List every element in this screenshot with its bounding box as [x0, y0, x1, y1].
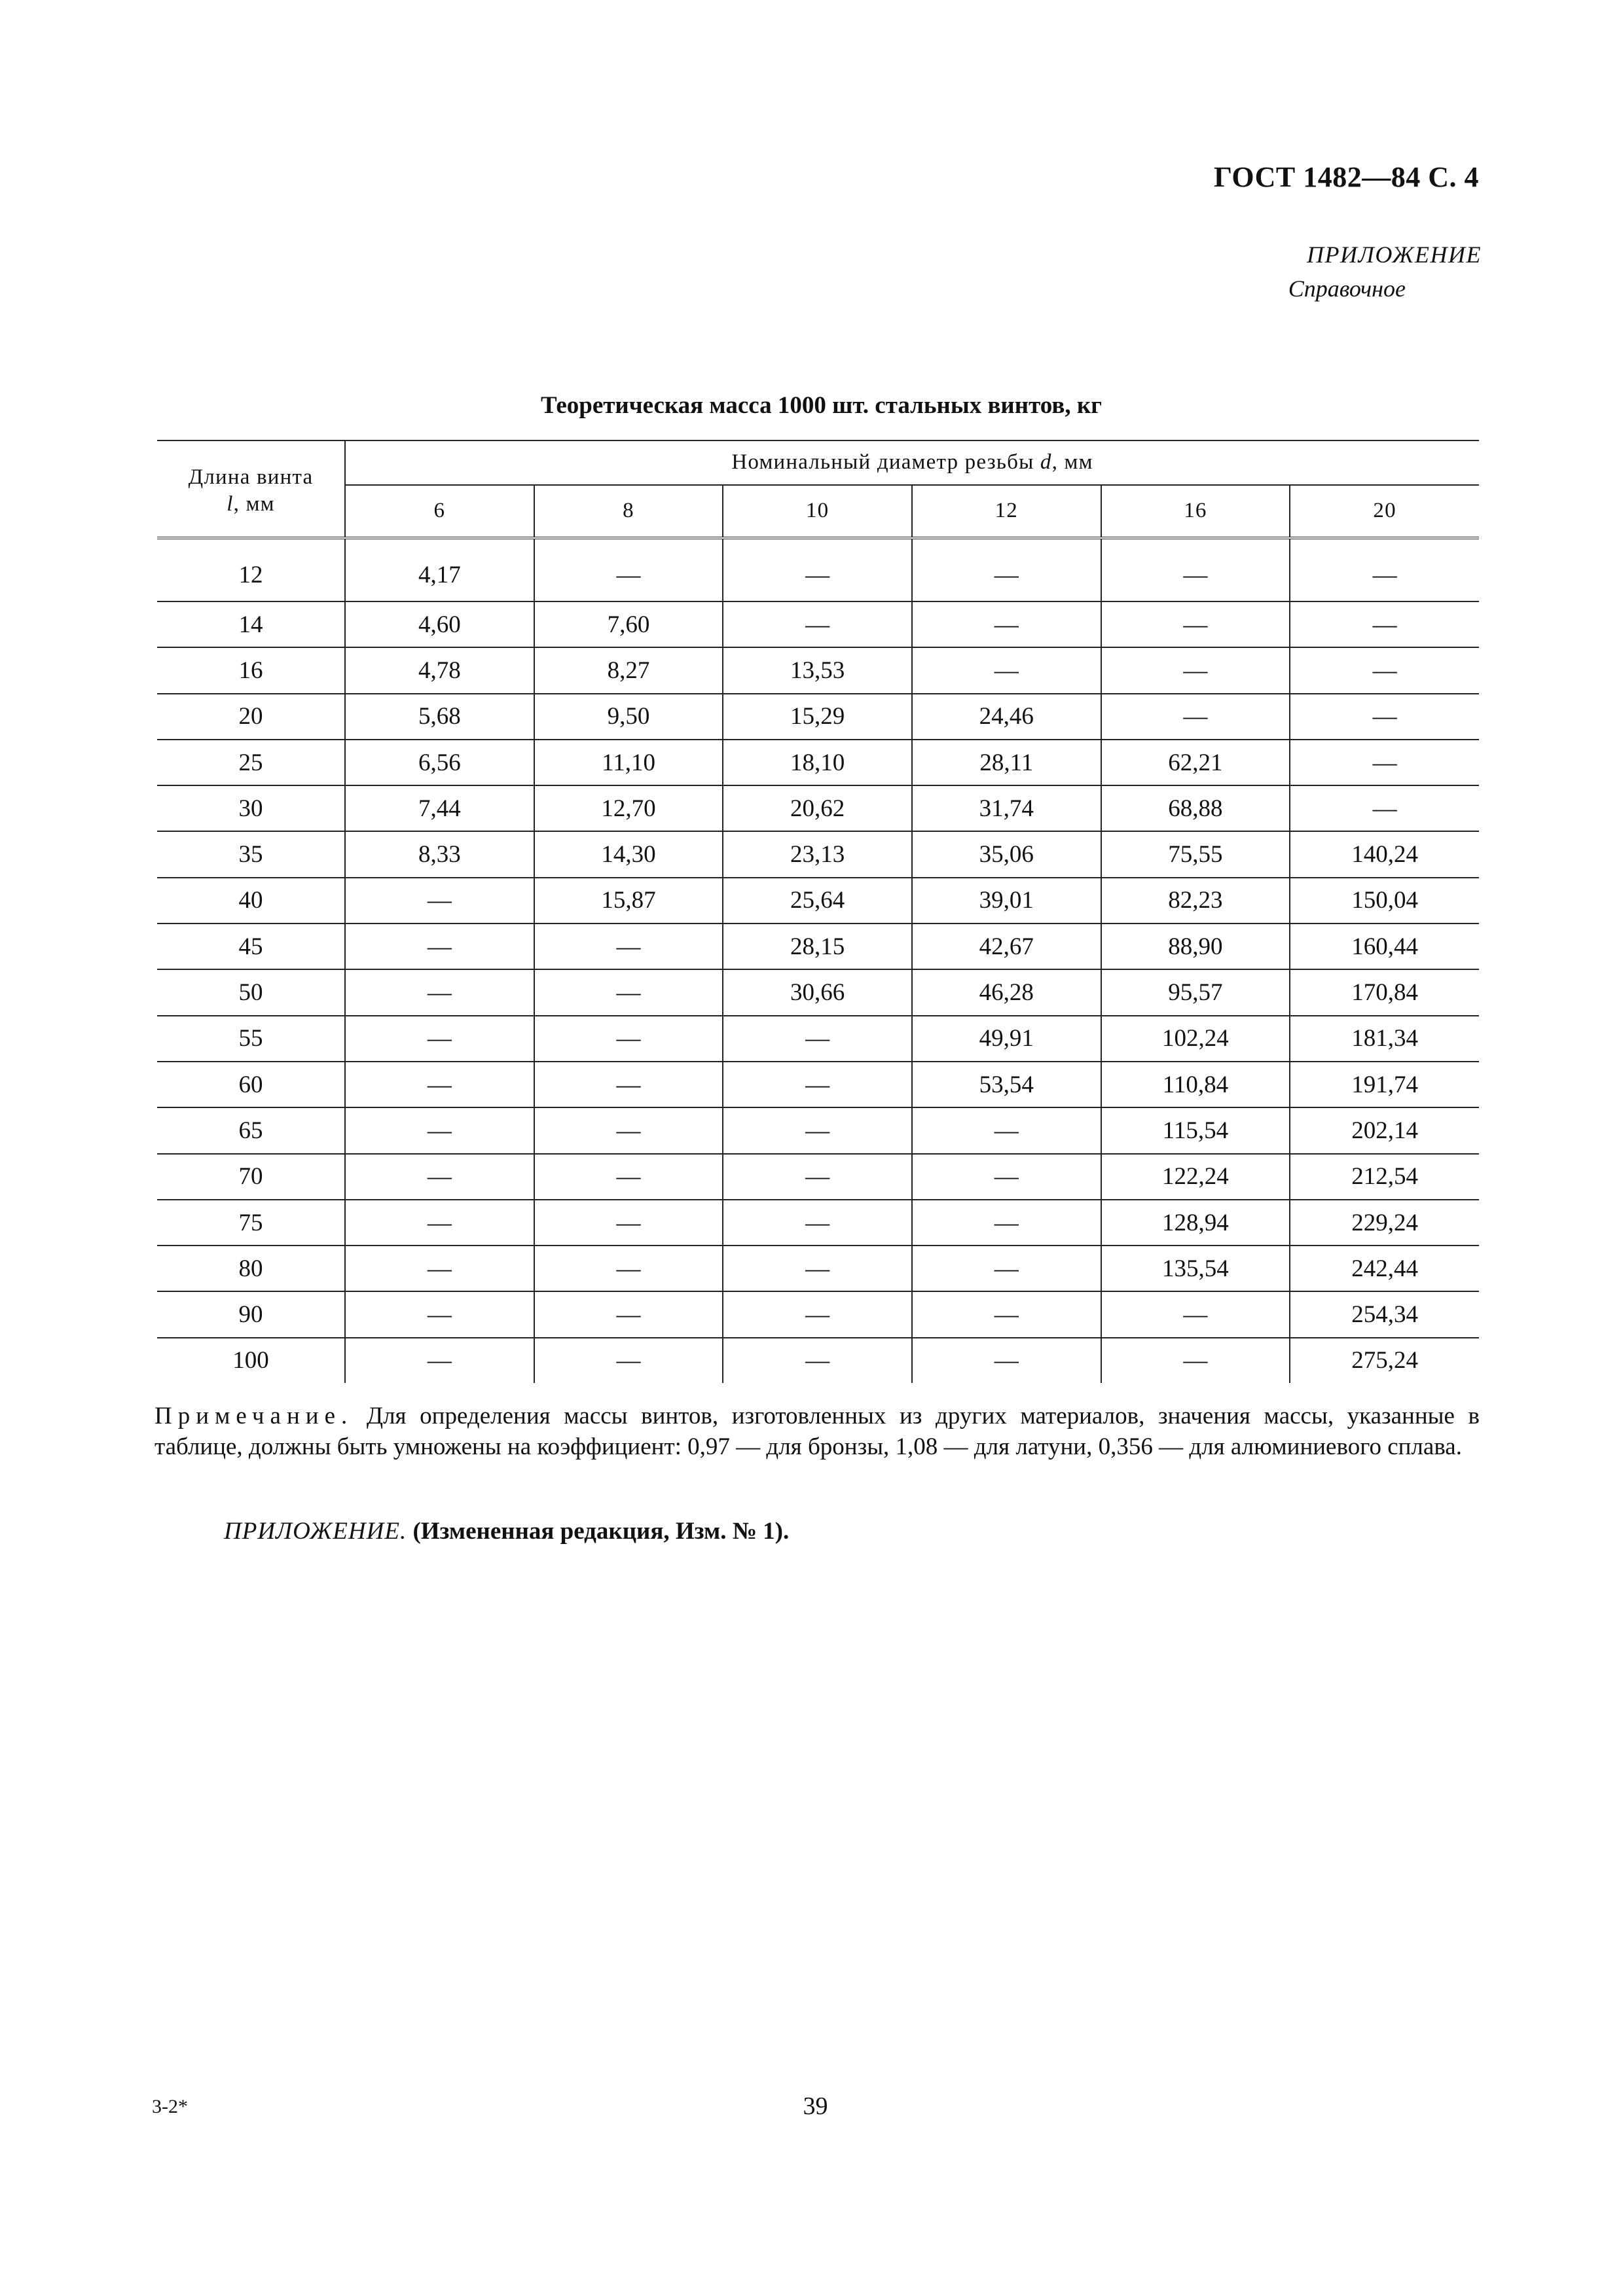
mass-cell: — [1290, 601, 1479, 647]
length-cell: 70 [157, 1154, 345, 1200]
mass-cell: 49,91 [912, 1016, 1101, 1062]
mass-cell: — [1101, 1291, 1290, 1337]
mass-cell: 14,30 [534, 831, 723, 877]
length-cell: 14 [157, 601, 345, 647]
mass-cell: — [345, 1200, 534, 1246]
table-row [157, 1291, 1479, 1337]
mass-cell: — [912, 1154, 1101, 1200]
mass-cell: — [534, 1154, 723, 1200]
mass-cell: — [1290, 740, 1479, 785]
mass-cell: — [427, 1347, 452, 1374]
mass-cell: — [534, 1338, 723, 1383]
mass-cell: 8,27 [534, 647, 723, 693]
mass-cell: 15,87 [534, 878, 723, 924]
mass-cell: — [1290, 694, 1479, 740]
mass-cell: 122,24 [1101, 1154, 1290, 1200]
mass-cell: — [534, 924, 723, 969]
mass-cell: 275,24 [1290, 1338, 1479, 1383]
mass-cell: — [345, 1107, 534, 1153]
mass-cell: — [534, 1062, 723, 1107]
length-cell: 20 [157, 694, 345, 740]
amendment-edition: (Измененная редакция, Изм. № 1). [407, 1518, 790, 1545]
diameter-header-8: 8 [534, 485, 723, 538]
table-row [157, 740, 1479, 785]
mass-cell: — [723, 1200, 912, 1246]
mass-cell: 4,60 [345, 601, 534, 647]
mass-cell: — [534, 1246, 723, 1291]
mass-cell: — [534, 1016, 723, 1062]
mass-cell: — [534, 538, 723, 601]
mass-cell: — [912, 1107, 1101, 1153]
note-text: Для определения массы винтов, изготовленных из других материалов, значения массы, указанные в таблице, должны быть умножены на коэффициент: 0,97 — для бронзы, 1,08 — для латуни, 0,356 — для алюминиевого сплава. [155, 1403, 1480, 1460]
mass-cell: 82,23 [1101, 878, 1290, 924]
mass-cell: 15,29 [723, 694, 912, 740]
mass-cell: — [345, 878, 534, 924]
mass-cell: 25,64 [723, 878, 912, 924]
note-label: Примечание. [155, 1403, 354, 1429]
row-header-length [157, 440, 345, 538]
mass-cell: — [1290, 647, 1479, 693]
mass-cell: — [912, 1338, 1101, 1383]
group-header-diameter: Номинальный диаметр резьбы d, мм [345, 440, 1479, 485]
mass-cell: — [723, 1291, 912, 1337]
mass-cell: — [1101, 601, 1290, 647]
mass-cell: — [912, 538, 1101, 601]
mass-cell: — [723, 538, 912, 601]
mass-cell: 42,67 [912, 924, 1101, 969]
length-cell: 55 [157, 1016, 345, 1062]
mass-cell: 212,54 [1290, 1154, 1479, 1200]
length-cell: 30 [157, 785, 345, 831]
mass-cell: — [912, 1200, 1101, 1246]
table-row [157, 1154, 1479, 1200]
mass-cell: — [723, 1107, 912, 1153]
mass-cell: — [723, 1154, 912, 1200]
row-header-line1: Длина винта [188, 465, 314, 489]
mass-cell: 191,74 [1290, 1062, 1479, 1107]
table-row [157, 601, 1479, 647]
table-row [157, 969, 1479, 1015]
mass-cell: 30,66 [723, 969, 912, 1015]
length-cell: 65 [157, 1107, 345, 1153]
mass-cell: 160,44 [1290, 924, 1479, 969]
mass-cell: — [1101, 694, 1290, 740]
mass-cell: 102,24 [1101, 1016, 1290, 1062]
mass-cell: 46,28 [912, 969, 1101, 1015]
appendix-type: Справочное [1288, 276, 1406, 302]
mass-cell: — [345, 1291, 534, 1337]
diameter-header-row [157, 485, 1479, 538]
mass-cell: — [534, 1107, 723, 1153]
mass-cell: 242,44 [1290, 1246, 1479, 1291]
mass-cell: — [1101, 538, 1290, 601]
mass-cell: — [723, 1246, 912, 1291]
mass-cell: 6,56 [345, 740, 534, 785]
mass-cell: 68,88 [1101, 785, 1290, 831]
table-row [157, 1107, 1479, 1153]
mass-cell: 13,53 [723, 647, 912, 693]
mass-cell: 95,57 [1101, 969, 1290, 1015]
mass-cell: 110,84 [1101, 1062, 1290, 1107]
note-paragraph [155, 1401, 1480, 1462]
mass-cell: 20,62 [723, 785, 912, 831]
mass-cell: — [912, 601, 1101, 647]
mass-cell: — [534, 1291, 723, 1337]
mass-cell: — [345, 969, 534, 1015]
mass-cell: — [723, 601, 912, 647]
mass-cell: — [345, 1062, 534, 1107]
length-cell: 25 [157, 740, 345, 785]
table-row [157, 1200, 1479, 1246]
diameter-header-10: 10 [723, 485, 912, 538]
diameter-header-20: 20 [1290, 485, 1479, 538]
table-row [157, 538, 1479, 601]
mass-cell: 88,90 [1101, 924, 1290, 969]
length-cell: 35 [157, 831, 345, 877]
mass-table [157, 440, 1479, 1383]
table-title: Теоретическая масса 1000 шт. стальных винтов, кг [541, 392, 1102, 419]
table-row [157, 647, 1479, 693]
mass-cell: 4,78 [345, 647, 534, 693]
diameter-header-6: 6 [345, 485, 534, 538]
mass-cell: 18,10 [723, 740, 912, 785]
mass-cell: 11,10 [534, 740, 723, 785]
mass-cell: — [723, 1062, 912, 1107]
table-row [157, 785, 1479, 831]
mass-cell: 8,33 [345, 831, 534, 877]
mass-cell: — [723, 1016, 912, 1062]
row-header-line2: l, мм [227, 492, 275, 516]
mass-cell: — [534, 1200, 723, 1246]
mass-cell: 4,17 [345, 538, 534, 601]
diameter-header-12: 12 [912, 485, 1101, 538]
mass-cell: — [534, 969, 723, 1015]
diameter-header-16: 16 [1101, 485, 1290, 538]
mass-cell: 202,14 [1290, 1107, 1479, 1153]
mass-cell: 128,94 [1101, 1200, 1290, 1246]
length-cell: 60 [157, 1062, 345, 1107]
length-cell: 80 [157, 1246, 345, 1291]
mass-cell: 75,55 [1101, 831, 1290, 877]
table-body [157, 538, 1479, 1383]
mass-cell: — [912, 1246, 1101, 1291]
table-row [157, 924, 1479, 969]
mass-cell: 35,06 [912, 831, 1101, 877]
mass-cell: 23,13 [723, 831, 912, 877]
table-row [157, 878, 1479, 924]
mass-cell: — [912, 647, 1101, 693]
amendment-appendix: ПРИЛОЖЕНИЕ. [224, 1518, 407, 1545]
mass-cell: — [345, 1016, 534, 1062]
footer-code: 3-2* [152, 2096, 188, 2117]
document-reference: ГОСТ 1482—84 С. 4 [1213, 161, 1479, 193]
length-cell: 40 [157, 878, 345, 924]
table-row [157, 1246, 1479, 1291]
mass-cell: 28,11 [912, 740, 1101, 785]
mass-cell: 150,04 [1290, 878, 1479, 924]
mass-cell: 170,84 [1290, 969, 1479, 1015]
length-cell: 16 [157, 647, 345, 693]
mass-cell: 115,54 [1101, 1107, 1290, 1153]
length-cell: 100 [157, 1338, 345, 1383]
mass-cell: — [345, 924, 534, 969]
mass-cell: 135,54 [1101, 1246, 1290, 1291]
mass-cell: — [912, 1291, 1101, 1337]
mass-cell: — [1101, 1338, 1290, 1383]
mass-cell: — [723, 1338, 912, 1383]
mass-cell: 181,34 [1290, 1016, 1479, 1062]
mass-cell: 24,46 [912, 694, 1101, 740]
mass-cell: 5,68 [345, 694, 534, 740]
mass-cell: — [1290, 785, 1479, 831]
page-number: 39 [803, 2092, 828, 2120]
table-row [157, 1062, 1479, 1107]
mass-cell: 39,01 [912, 878, 1101, 924]
length-cell: 45 [157, 924, 345, 969]
mass-cell: 62,21 [1101, 740, 1290, 785]
mass-cell: 254,34 [1290, 1291, 1479, 1337]
length-cell: 75 [157, 1200, 345, 1246]
mass-cell: 229,24 [1290, 1200, 1479, 1246]
mass-cell: 9,50 [534, 694, 723, 740]
table-row [157, 694, 1479, 740]
length-cell: 50 [157, 969, 345, 1015]
mass-cell: 28,15 [723, 924, 912, 969]
mass-cell: 7,60 [534, 601, 723, 647]
mass-cell: 53,54 [912, 1062, 1101, 1107]
amendment-line [224, 1517, 789, 1545]
table-row [157, 1016, 1479, 1062]
mass-cell: — [345, 1246, 534, 1291]
table-row [157, 831, 1479, 877]
length-cell: 90 [157, 1291, 345, 1337]
mass-cell: — [345, 1154, 534, 1200]
length-cell: 12 [157, 538, 345, 601]
mass-cell: — [1290, 538, 1479, 601]
appendix-label: ПРИЛОЖЕНИЕ [1307, 242, 1482, 268]
table-row [157, 1338, 1479, 1383]
mass-cell: 12,70 [534, 785, 723, 831]
mass-cell: — [1101, 647, 1290, 693]
mass-cell: 7,44 [345, 785, 534, 831]
mass-cell: 140,24 [1290, 831, 1479, 877]
mass-cell: 31,74 [912, 785, 1101, 831]
